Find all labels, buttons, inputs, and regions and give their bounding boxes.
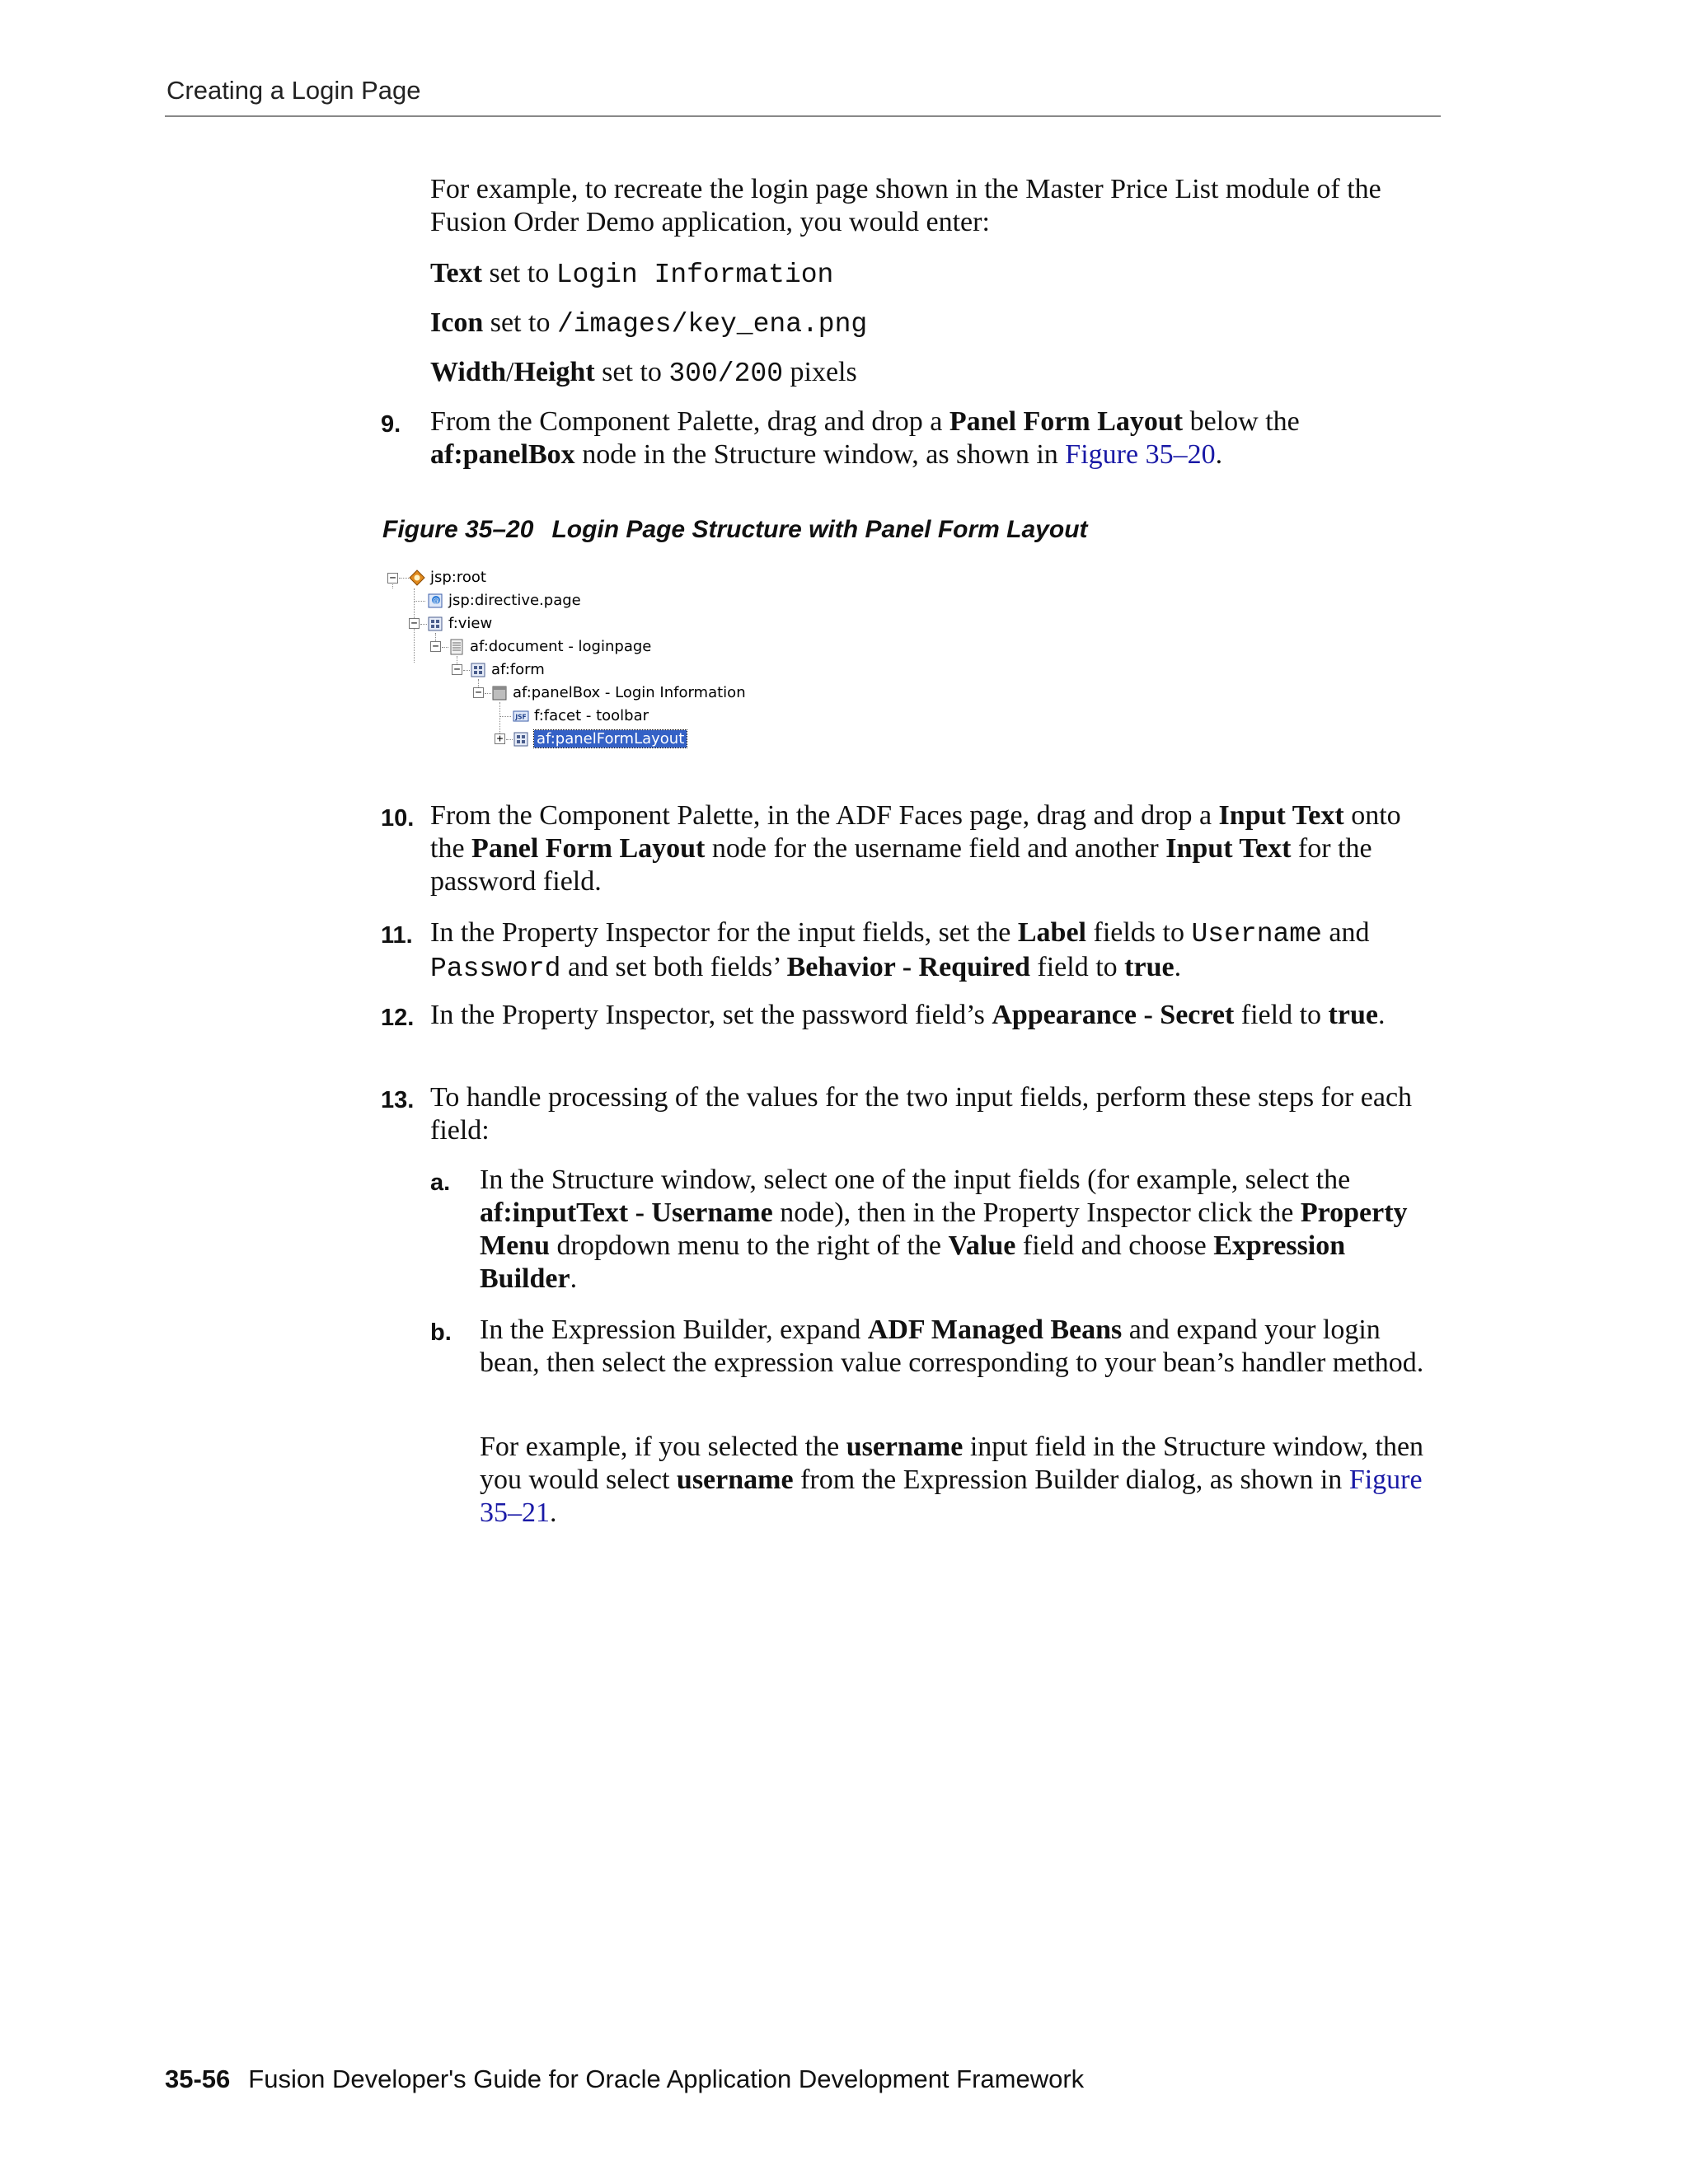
step-text: .	[1377, 1000, 1386, 1030]
tree-node-jsp-root[interactable]	[409, 567, 486, 588]
text-mid: set to	[489, 258, 550, 288]
step-text: and expand your login bean, then select the expression value corresponding to your bean’s handler method.	[480, 1315, 1424, 1378]
tree-node-label: f:facet - toolbar	[534, 707, 649, 724]
step-bold: Panel Form Layout	[471, 833, 706, 864]
substep-letter: b.	[430, 1319, 452, 1346]
component-icon	[513, 731, 529, 748]
step-bold: af:panelBox	[430, 439, 575, 470]
step-bold: Property Menu	[480, 1197, 1408, 1261]
tree-node-label: af:panelBox - Login Information	[513, 684, 746, 701]
step-text: .	[550, 1497, 557, 1528]
size-unit: pixels	[790, 357, 857, 387]
size-mid: set to	[602, 357, 662, 387]
step-number: 12.	[381, 1005, 415, 1031]
tree-node-label: jsp:directive.page	[448, 592, 581, 609]
tree-node-f-facet[interactable]	[513, 705, 649, 727]
collapse-toggle[interactable]: −	[387, 573, 398, 583]
step-bold: af:inputText - Username	[480, 1197, 773, 1228]
directive-icon	[427, 593, 443, 609]
text-setting	[430, 257, 1441, 292]
tree-node-f-view[interactable]	[427, 613, 492, 635]
step-number: 13.	[381, 1087, 415, 1113]
substep-letter: a.	[430, 1169, 451, 1196]
tree-node-af-document[interactable]	[448, 636, 651, 658]
jsf-facet-icon	[513, 708, 529, 724]
figure-link[interactable]: Figure 35–20	[1065, 439, 1216, 470]
step-number: 11.	[381, 922, 413, 949]
step-bold: Panel Form Layout	[949, 406, 1184, 437]
text-label: Text	[430, 258, 482, 288]
document-icon	[448, 639, 465, 655]
svg-text:@: @	[433, 597, 439, 604]
step-number: 9.	[381, 411, 401, 438]
step-bold: true	[1124, 952, 1175, 982]
step-text: for the password field.	[430, 833, 1372, 897]
collapse-toggle[interactable]: −	[430, 641, 441, 652]
step-text: field and choose	[1022, 1230, 1207, 1261]
step-text: In the Expression Builder, expand	[480, 1315, 861, 1345]
tree-node-label: jsp:root	[430, 569, 486, 586]
step-bold: Label	[1017, 917, 1086, 948]
slash: /	[505, 357, 514, 387]
component-icon	[427, 616, 443, 632]
step-text: From the Component Palette, drag and drop a	[430, 406, 943, 437]
running-header: Creating a Login Page	[166, 76, 421, 105]
size-value: 300/200	[668, 359, 783, 389]
step-text: node), then in the Property Inspector click the	[780, 1197, 1294, 1228]
step-bold: Behavior - Required	[786, 952, 1030, 982]
collapse-toggle[interactable]: −	[473, 687, 484, 698]
figure-title: Login Page Structure with Panel Form Layout	[551, 516, 1088, 543]
component-icon	[470, 662, 486, 678]
icon-setting	[430, 307, 1441, 341]
width-label: Width	[430, 357, 506, 387]
intro-paragraph: For example, to recreate the login page shown in the Master Price List module of the Fusion Order Demo application, you would enter:	[430, 174, 1381, 237]
tree-node-label: f:view	[448, 615, 493, 632]
tree-node-label: af:form	[491, 661, 545, 678]
figure-number: Figure 35–20	[382, 516, 534, 543]
text-value: Login Information	[556, 260, 834, 290]
figure-caption	[382, 516, 1088, 544]
step-code: Username	[1191, 919, 1322, 949]
tree-node-af-form[interactable]	[470, 659, 545, 681]
expand-toggle[interactable]: +	[495, 733, 505, 744]
tree-node-af-panelformlayout[interactable]	[513, 729, 687, 750]
step-number: 10.	[381, 805, 415, 832]
step-text: In the Property Inspector, set the password field’s	[430, 1000, 985, 1030]
step-text: node for the username field and another	[711, 833, 1159, 864]
step-text: To handle processing of the values for the two input fields, perform these steps for each field:	[430, 1082, 1413, 1146]
header-rule	[165, 115, 1441, 117]
tree-node-label: af:document - loginpage	[470, 638, 652, 655]
step-bold: Appearance - Secret	[992, 1000, 1235, 1030]
collapse-toggle[interactable]: −	[409, 618, 420, 629]
step-text: field to	[1037, 952, 1118, 982]
book-title: Fusion Developer's Guide for Oracle Application Development Framework	[248, 2064, 1085, 2093]
step-text: below the	[1189, 406, 1300, 437]
step-text: In the Property Inspector for the input fields, set the	[430, 917, 1011, 948]
page-number: 35-56	[165, 2064, 231, 2093]
tree-node-label-selected: af:panelFormLayout	[534, 730, 687, 748]
step-bold: Input Text	[1165, 833, 1292, 864]
size-setting	[430, 356, 1441, 391]
icon-mid: set to	[490, 307, 551, 338]
step-text: From the Component Palette, in the ADF Faces page, drag and drop a	[430, 800, 1212, 831]
step-text: and set both fields’	[567, 952, 781, 982]
collapse-toggle[interactable]: −	[452, 664, 462, 675]
step-code: Password	[430, 954, 561, 984]
step-text: In the Structure window, select one of the input fields (for example, select the	[480, 1165, 1351, 1195]
step-bold: username	[676, 1465, 794, 1495]
step-bold: ADF Managed Beans	[867, 1315, 1123, 1345]
page-footer	[165, 2064, 1084, 2094]
step-text: from the Expression Builder dialog, as shown in	[800, 1465, 1343, 1495]
step-bold: username	[846, 1432, 964, 1462]
step-text: .	[1215, 439, 1223, 470]
step-text: fields to	[1093, 917, 1184, 948]
step-text: dropdown menu to the right of the	[556, 1230, 941, 1261]
step-text: field to	[1240, 1000, 1322, 1030]
step-text: and	[1329, 917, 1370, 948]
tree-node-directive[interactable]	[427, 590, 581, 612]
step-text: .	[570, 1263, 578, 1294]
height-label: Height	[513, 357, 595, 387]
panelbox-icon	[491, 685, 508, 701]
step-bold: Input Text	[1218, 800, 1344, 831]
figure-link[interactable]: Figure 35–21	[480, 1465, 1423, 1528]
step-text: onto the	[430, 800, 1401, 864]
jsp-root-icon	[409, 569, 425, 586]
icon-value: /images/key_ena.png	[556, 309, 868, 340]
svg-text:JSF: JSF	[515, 713, 527, 721]
step-text: For example, if you selected the	[480, 1432, 840, 1462]
tree-node-af-panelbox[interactable]	[491, 682, 746, 704]
step-text: node in the Structure window, as shown in	[582, 439, 1058, 470]
step-bold: Expression Builder	[480, 1230, 1346, 1294]
step-bold: true	[1328, 1000, 1378, 1030]
structure-tree[interactable]	[381, 567, 776, 765]
step-bold: Value	[948, 1230, 1016, 1261]
step-text: input field in the Structure window, then you would select	[480, 1432, 1424, 1495]
icon-label: Icon	[430, 307, 484, 338]
step-text: .	[1174, 952, 1182, 982]
